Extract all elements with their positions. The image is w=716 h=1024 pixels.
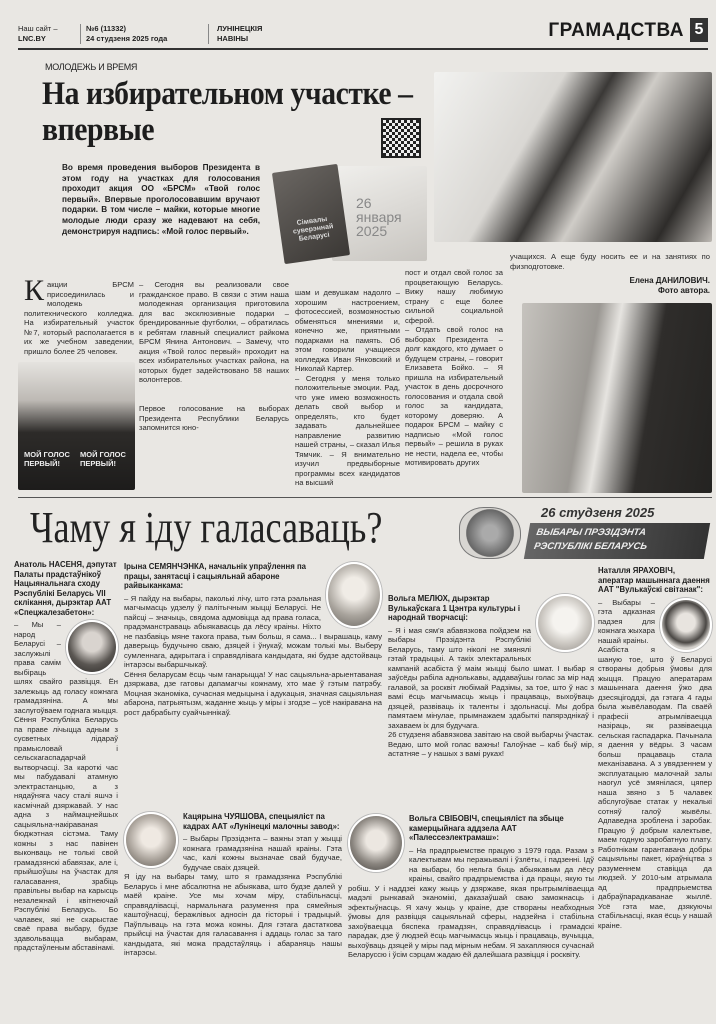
person-name-svibovich: Вольга СВІБОВІЧ, спецыяліст па збыце камерцыйнага аддзела ААТ «Палессеэлектрамаш»: [409, 814, 564, 842]
article-col1: акции БРСМ присоединилась и молодежь политехнического колледжа. На избирательный участок №7, который располагается в их же учебном заведении, пришло более 25 человек. [24, 280, 134, 356]
photo-semianchenka [326, 562, 382, 628]
issue-date: 24 студзеня 2025 года [86, 34, 168, 43]
photo-chuiashova [124, 812, 178, 868]
section-divider [18, 497, 712, 498]
photo-svibovich [348, 814, 404, 872]
election-logo [455, 503, 712, 563]
book-title: Сімвалы суверэннай Беларусі [292, 215, 334, 243]
shirt-text-2: МОЙ ГОЛОС ПЕРВЫЙ! [80, 450, 126, 468]
article-col4: пост и отдал свой голос за процветающую Беларусь. Вижу нашу любимую страну с еще более сильной социальной сферой. – Отдать свой голос на выборах Президента – долг каждого, кто думает о будущем страны, – говорит Елизавета Бойко. – Я пришла на избирательный участок в день досрочного голосования и отдала свой голос за кандидата, которому доверяю. А подарок БРСМ – майку с надписью «Мой голос первый» – решила в руках не нести, надела ее, чтобы мотивировать других [405, 268, 503, 467]
calendar-text: 26 января 2025 [356, 195, 402, 239]
person-name-yarakhovich: Наталля ЯРАХОВІЧ, аператар машыннага даення ААТ "Вулькаўскі світанак": [598, 566, 710, 594]
article-col2: – Сегодня вы реализовали свое гражданское право. В связи с этим наша молодежная организация приготовила для вас эксклюзивные подарки – брендированные футболки, – обратилась к ребятам главный специалист райкома БРСМ Янина Антонович. – Замечу, что акция «Твой голос первый» проходит на всех избирательных участках района, на которых будет задействовано 58 наших волонтеров. [139, 280, 289, 384]
quote-svibovich: – На прадпрыемстве працую з 1979 года. Разам з калектывам мы перажывалі і ўзлёты, і падзенні. Ідў на выбары, бо нельга быць абыякавым да лёсу краіны, свайго прадпрыемства і да працы, якую ты робіш. У і наддзеі кажу жыць у дзяржаве, якая прытрымліваецца мадэлі рынкавай эканомікі, даказаўшай сваю заможнасць і эфектыўнасць. Я хачу жыць у краіне, дзе створаны неабходныя ўмовы для развіцця сацыяльнай сферы, надзейна і стабільна захоўваецца бяспека грамадзян, справядлівасць і грамадскі парадак, дзе ў людзей ёсць магчымасць жыць і працаваць, вучыцца, выхоўваць дзяцей у міры пад мірным небам. Я захапляюся сучаснай Беларуссю і ўсім сэрцам жадаю ёй далейшага развіцця і росквіту. [348, 845, 594, 959]
byline [630, 276, 710, 296]
election-date: 26 студзеня 2025 [541, 505, 655, 520]
photo-girl-voting [522, 303, 712, 493]
issue-block [80, 24, 167, 44]
election-line1: ВЫБАРЫ ПРЭЗІДЭНТА [535, 527, 647, 538]
photo-yarakhovich [660, 598, 712, 652]
site-label: Наш сайт – [18, 24, 58, 33]
block-chuiashova [124, 812, 342, 958]
quote-chuiashova: – Выбары Прэзідэнта – важны этап у жыцці кожнага грамадзяніна нашай краіны. Гэта час, калі кожны вызначае свай будучае, будучае сваіх дзяцей. Я іду на выбары таму, што я грамадзянка Рэспублікі Беларусь і мне абсалютна не абыякава, што будзе далей у маёй краіне. Усе мы хочам міру, стабільнасці, справядлівасці, нармальнага разумення пра сямейныя каштоўнасці, беражлівых адносін да гісторыі і традыцый. Паўплываць на гэта можа кожны. Для гэтага дастаткова прыйсці на ўчастак для галасавання і аддаць голас за таго кандыдата, які можа прадстаўляць і абараняць нашы інтарэсы. [124, 834, 342, 957]
belarus-map-emblem-icon [459, 507, 521, 559]
election-ribbon [524, 523, 710, 559]
section-title: ГРАМАДСТВА [548, 20, 684, 41]
site-link[interactable]: LNC.BY [18, 34, 46, 43]
photo-nasenia [66, 620, 118, 674]
block-svibovich [348, 814, 594, 960]
photo-meliukh [536, 594, 594, 652]
paper-name-line2: НАВІНЫ [217, 34, 249, 43]
author-name: Елена ДАНИЛОВИЧ. [629, 276, 710, 285]
quote-meliukh: – Я і мая сям'я абавязкова пойдзем на выбары Прэзідэнта Рэспублікі Беларусь, таму што ніколі не змянялі гэтай традыцыі. А такіх электаральных кампаній асабіста ў маім жыцці было шмат. І выбар я заўсёды рабіла аднолькавы, аддаваўшы голас за мір над галавой, за росквіт любімай Радзімы, за тое, што ў нас з вамі ёсць магчымасць жыць і працаваць, выхоўваць дзяцей, развіваць іх таленты і здольнасці. Мы добра памятаем мінулае, прымнажаем здабыткі папярэднікаў і захаваем іх для будучага. 26 студзеня абавязкова завітаю на свой выбарчы ўчастак. Ведаю, што мой голас важны! Галоўнае – каб быў мір, астатняе – у нашых з вамі руках! [388, 625, 594, 758]
photo-polling-station [434, 72, 712, 242]
block-meliukh [388, 594, 594, 759]
article-col3: шам и девушкам надолго – хорошим настроением, фотосессией, возможностью обменяться мнениями и, конечно же, приятными подарками на память. Об этом говорили учащиеся колледжа Иван Янковский и Николай Картер. – Сегодня у меня только положительные эмоции. Рад, что уже имею возможность делать свой выбор и определять, кто будет задавать дальнейшее направление развитию нашей страны, – сказал Илья Тямчик. – Я внимательно изучил предвыборные программы всех кандидатов на высший [295, 288, 400, 487]
person-name-semianchenka: Ірына СЕМЯНЧЭНКА, начальнік упраўлення па працы, занятасці і сацыяльнай абароне райвыканкама: [124, 562, 306, 590]
block-semianchenka [124, 562, 382, 717]
page-number: 5 [690, 18, 708, 42]
election-line2: РЭСПУБЛІКІ БЕЛАРУСЬ [533, 541, 648, 552]
article-col2-continued: Первое голосование на выборах Президента Республики Беларусь запомнится юно- [139, 404, 289, 432]
masthead [18, 22, 708, 50]
article2-title: Чаму я іду галасаваць? [30, 503, 383, 552]
site-block [18, 24, 58, 44]
photo-book [272, 164, 350, 264]
article-col5: учащихся. А еще буду носить ее и на занятиях по физподготовке. [510, 252, 710, 271]
article-title: На избирательном участке – впервые [42, 76, 413, 148]
person-name-chuiashova: Кацярына ЧУЯШОВА, спецыяліст па кадрах ААТ «Лунінецкі малочны завод»: [183, 812, 340, 831]
lead-paragraph: Во время проведения выборов Президента в этом году на участках для голосования проходит акция ОО «БРСМ» «Твой голос первый». Впервые проголосовавшим вручают подарки. В том числе – майки, которые многие молодые люди сразу же надевают на себя, демонстрируя надпись: «Мой голос первый». [62, 163, 260, 236]
drop-cap: К [24, 274, 45, 307]
quote-semianchenka: – Я пайду на выбары, паколькі лічу, што гэта рэальная магчымасць удзелу ў палітычным жыцці Беларусі. Не пайсці – значыць, свядома адмовіцца ад права голаса, прадэманстраваць абыякавасць да лёсу краіны. Ніхто не пазбавіць мяне такога права, тым больш, я сама... І вырашаць, каму даверыць будучыню сваю, дзяцей і ўнукаў, можам толькі мы. Выберу сумленнага, адкрытага і справядлівага кандыдата, які будзе адстойваць інтарэсы выбаршчыкаў. Сёння беларусам ёсць чым ганарыцца! У нас сацыяльна-арыентаваная дзяржава, дзе гатовы дапамагчы кожнаму, хто мае ў гэтым патрэбу. Моцная эканоміка, сучасная медыцына і адукацыя, значная сацыяльная абарона, патрыятызм, жаданне жыць у міры і згодзе – усё накіравана на рост дабрабыту суайчыннікаў. [124, 593, 382, 717]
quote-yarakhovich: – Выбары – гэта адказная падзея для кожнага жыхара нашай краіны. Асабіста я шаную тое, што ў Беларусі створаны добрыя ўмовы для жыцця. Працую аператарам машыннага даення ўжо два дзесяцігоддзі, да гэтага 4 гады была жывёлаводам. Па сваёй прафесіі атрымліваецца назіраць, як развіваецца сельская гаспадарка. Пачынала я даення у вёдры. З часам больш працаваць стала механізавана. А з увядзеннем у эксплуатацыю малочнай залы наогул усё змянілася, цяпер наша звяно з 5 чалавек абслугоўвае статак у некалькі сотняў галоў жывёлы. Адпаведна зроблена і заробак. Працую ў добрым калектыве, маем годную заробатную плату. Работнікам гарантавана добры сацыяльны пакет, кіраўніцтва з разуменнем ставіцца да людзей. У 2010-ым атрымала ад прадпрыемства дабраўпарадкаванае жыллё. Усё гэта мае, дзякуючы стабільнасці, якая ёсць у нашай краіне. [598, 597, 712, 930]
block-yarakhovich [598, 566, 712, 930]
article-col1-block [24, 274, 134, 356]
issue-number: №6 (11332) [86, 24, 127, 33]
person-name-nasenia: Анатоль НАСЕНЯ, дэпутат Палаты прадстаўнікоў Нацыянальнага сходу Рэспублікі Беларусь VII склікання, дырэктар ААТ «Спецжалезабетон»: [14, 560, 117, 617]
paper-name [208, 24, 262, 44]
paper-name-line1: ЛУНІНЕЦКІЯ [217, 24, 263, 33]
quote-nasenia: – Мы – народ Беларусі – заслужылі права самім выбіраць шлях свайго развіцця. Ён залежыць ад голасу кожнага грамадзяніна. А мы заслугоўваем годнага жыцця. Сёння Рэспубліка Беларусь па праве лічыцца адным з сусветных лідараў прамысловай і сельскагаспадарчай вытворчасці. За кароткі час мы пабудавалі атамную электрастанцыю, а з нядаўняга часу сталі яшчэ і касмічнай дзяржавай. У нас адна з наймацнейшых сацыяльна-накіраваная бюджэтная сістэма. Таму кожны з нас павінен выконваць не толькі свой грамадзянскі абавязак, але і, прыйшоўшы на ўчастак для галасавання, зрабіць правільны выбар на карысць незалежнай і квітнеючай Рэспублікі Беларусь. Бо чалавек, які не скарыстае сваё права выбару, будзе здавольвацца выбарам, прадстаўленым абставінамі. [14, 620, 118, 952]
photo-two-students [18, 362, 135, 490]
person-name-meliukh: Вольга МЕЛЮХ, дырэктар Вулькаўскага 1 Цэнтра культуры і народнай творчасці: [388, 594, 521, 622]
block-nasenia [14, 560, 118, 953]
shirt-text-1: МОЙ ГОЛОС ПЕРВЫЙ! [24, 450, 70, 468]
photo-credit: Фото автора. [658, 286, 710, 295]
qr-code[interactable] [381, 118, 421, 158]
rubric: МОЛОДЕЖЬ И ВРЕМЯ [45, 62, 138, 72]
